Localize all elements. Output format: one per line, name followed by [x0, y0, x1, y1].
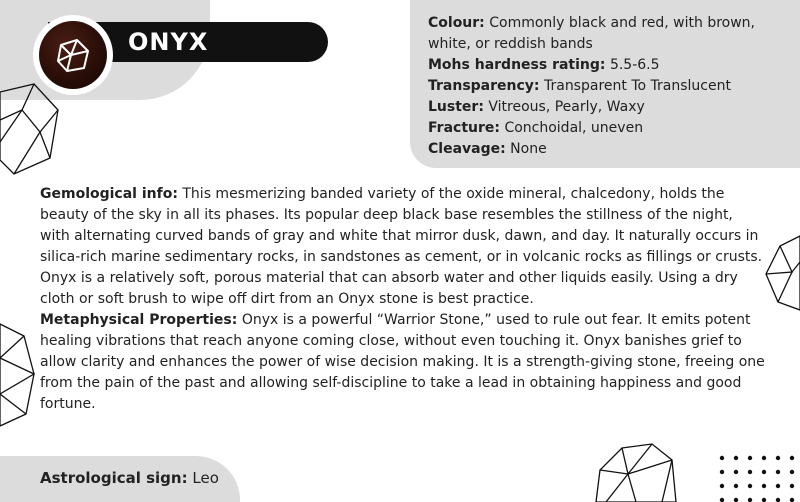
description: [40, 184, 765, 415]
gemological-info: Gemological info: This mesmerizing banded variety of the oxide mineral, chalcedony, holds the beauty of the sky in all its phases. Its popular deep black base resembles the stillness of the night, with alternating curved bands of gray and white that mirror dusk, dawn, and day. It naturally occurs in silica-rich marine sedimentary rocks, in sandstones as cement, or in volcanic rocks as fillings or crusts. Onyx is a relatively soft, porous material that can absorb water and other liquids easily. Using a dry cloth or soft brush to wipe off dirt from an Onyx stone is best practice.: [40, 186, 763, 307]
logo: [39, 21, 107, 89]
property-hardness: Mohs hardness rating: 5.5-6.5: [428, 57, 660, 73]
metaphysical-properties: Metaphysical Properties: Onyx is a powerful “Warrior Stone,” used to rule out fear. It emits potent healing vibrations that reach anyone coming close, without even touching it. Onyx banishes grief to allow clarity and enhances the power of wise decision making. It is a strength-giving stone, freeing one from the pain of the past and allowing self-discipline to take a lead in obtaining happiness and good fortune.: [40, 312, 765, 412]
dot-grid-pattern: [716, 452, 800, 502]
property-transparency: Transparency: Transparent To Translucent: [428, 78, 731, 94]
crystal-outline-icon: [0, 318, 40, 428]
property-fracture: Fracture: Conchoidal, uneven: [428, 120, 644, 136]
property-cleavage: Cleavage: None: [428, 141, 547, 157]
properties-list: [428, 13, 788, 160]
astrological-sign: Astrological sign: Leo: [40, 469, 219, 487]
crystal-icon: [53, 35, 93, 75]
property-luster: Luster: Vitreous, Pearly, Waxy: [428, 99, 645, 115]
page-title: ONYX: [128, 28, 209, 56]
crystal-outline-icon: [592, 440, 678, 502]
property-colour: Colour: Commonly black and red, with brown, white, or reddish bands: [428, 15, 755, 52]
crystal-outline-icon: [0, 80, 70, 180]
crystal-outline-icon: [762, 232, 800, 312]
